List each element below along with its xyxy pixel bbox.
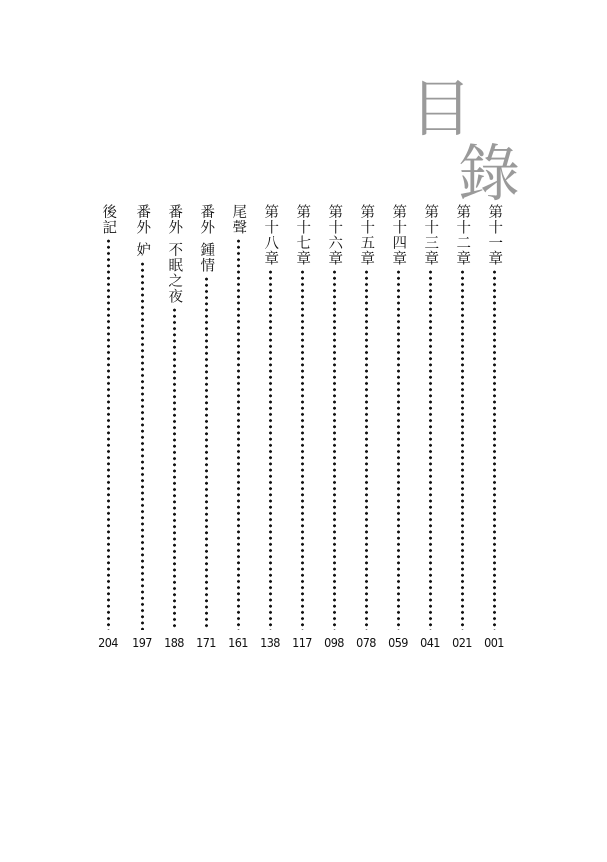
toc-entry-page: 117	[292, 635, 312, 650]
toc-entry-chapter-17	[288, 204, 316, 650]
dot-leader	[333, 269, 336, 630]
dot-leader	[173, 307, 176, 630]
toc-entry-chapter-15	[352, 204, 380, 650]
toc-entry-title: 第十六章	[326, 204, 343, 266]
toc-entry-page: 171	[196, 635, 216, 650]
dot-leader	[205, 276, 208, 630]
dot-leader	[269, 269, 272, 630]
toc-entry-title: 第十三章	[422, 204, 439, 266]
toc-entry-page: 059	[388, 635, 408, 650]
toc-entry-chapter-18	[256, 204, 284, 650]
dot-leader	[461, 269, 464, 630]
toc-entry-extra-1	[192, 204, 220, 650]
toc-entry-title: 第十七章	[294, 204, 311, 266]
dot-leader	[301, 269, 304, 630]
toc-entry-title: 後記	[100, 204, 117, 235]
dot-leader	[397, 269, 400, 630]
toc-entry-title: 番外妒	[134, 204, 151, 258]
dot-leader	[493, 269, 496, 630]
toc-entry-afterword	[94, 204, 122, 650]
toc-entry-extra-2	[160, 204, 188, 650]
toc-heading-char-1: 目	[410, 72, 473, 145]
toc-entry-title: 第十五章	[358, 204, 375, 266]
dot-leader	[141, 261, 144, 631]
toc-entry-chapter-14	[384, 204, 412, 650]
toc-entry-title: 番外不眠之夜	[166, 204, 183, 304]
toc-entry-page: 041	[420, 635, 440, 650]
toc-entry-title: 尾聲	[230, 204, 247, 235]
toc-entry-title: 番外鍾情	[198, 204, 215, 273]
toc-entry-title: 第十一章	[486, 204, 503, 266]
toc-entry-page: 188	[164, 635, 184, 650]
toc-entry-chapter-16	[320, 204, 348, 650]
toc-entry-page: 197	[132, 635, 152, 650]
toc-entry-title: 第十八章	[262, 204, 279, 266]
toc-entry-title: 第十二章	[454, 204, 471, 266]
toc-entry-extra-3	[128, 204, 156, 650]
dot-leader	[365, 269, 368, 630]
toc-entry-page: 078	[356, 635, 376, 650]
dot-leader	[429, 269, 432, 630]
dot-leader	[237, 238, 240, 630]
toc-entry-page: 161	[228, 635, 248, 650]
toc-entry-page: 098	[324, 635, 344, 650]
toc-entry-chapter-11	[480, 204, 508, 650]
toc-entry-epilogue	[224, 204, 252, 650]
toc-entry-title: 第十四章	[390, 204, 407, 266]
dot-leader	[107, 238, 110, 630]
toc-entry-chapter-12	[448, 204, 476, 650]
toc-entry-page: 001	[484, 635, 504, 650]
toc-entry-page: 021	[452, 635, 472, 650]
toc-heading-char-2: 錄	[458, 137, 521, 210]
toc-entry-page: 138	[260, 635, 280, 650]
toc-entry-chapter-13	[416, 204, 444, 650]
toc-entry-page: 204	[98, 635, 118, 650]
